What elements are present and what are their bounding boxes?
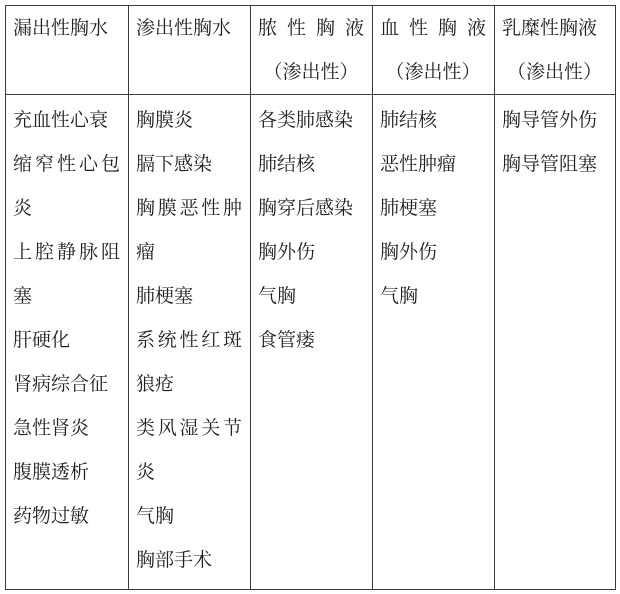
cause-item: 上腔静脉阻塞 [13, 241, 120, 307]
cause-item: 系统性红斑狼疮 [136, 329, 242, 395]
header-cell-purulent [251, 6, 373, 95]
cause-list-exudate [129, 95, 251, 590]
cause-list-chylous [495, 95, 616, 590]
cause-item: 恶性肿瘤 [380, 153, 457, 175]
header-subtitle: （渗出性） [506, 61, 602, 83]
cause-item: 肺梗塞 [380, 197, 438, 219]
cause-item: 肾病综合征 [13, 373, 109, 395]
header-cell-hemorrhagic [373, 6, 495, 95]
cause-item: 膈下感染 [136, 153, 213, 175]
cause-item: 食管瘘 [258, 329, 316, 351]
cause-item: 充血性心衰 [13, 109, 109, 131]
cause-item: 胸部手术 [136, 549, 213, 571]
cause-item: 胸导管外伤 [502, 109, 598, 131]
cause-list-hemorrhagic [373, 95, 495, 590]
cause-item: 急性肾炎 [13, 417, 90, 439]
cause-item: 肝硬化 [13, 329, 71, 351]
cause-list-purulent [251, 95, 373, 590]
cause-item: 腹膜透析 [13, 461, 90, 483]
pleural-effusion-table [5, 5, 616, 590]
header-cell-transudate [6, 6, 129, 95]
cause-item: 气胸 [380, 285, 419, 307]
cause-item: 缩窄性心包炎 [13, 153, 120, 219]
cause-item: 类风湿关节炎 [136, 417, 242, 483]
header-cell-exudate [129, 6, 251, 95]
cause-item: 胸膜炎 [136, 109, 194, 131]
header-cell-chylous [495, 6, 616, 95]
cause-item: 肺结核 [258, 153, 316, 175]
cause-item: 各类肺感染 [258, 109, 354, 131]
header-title: 乳糜性胸液 [502, 17, 598, 39]
cause-item: 肺结核 [380, 109, 438, 131]
cause-item: 气胸 [136, 505, 175, 527]
cause-item: 胸膜恶性肿瘤 [136, 197, 242, 263]
cause-item: 胸穿后感染 [258, 197, 354, 219]
header-subtitle: （渗出性） [263, 61, 359, 83]
header-title: 渗出性胸水 [136, 17, 232, 39]
header-title: 血 性 胸 液 [380, 17, 486, 39]
cause-item: 肺梗塞 [136, 285, 194, 307]
cause-item: 胸外伤 [258, 241, 316, 263]
cause-item: 药物过敏 [13, 505, 90, 527]
cause-item: 胸导管阻塞 [502, 153, 598, 175]
cause-list-transudate [6, 95, 129, 590]
header-title: 漏出性胸水 [13, 17, 109, 39]
header-title: 脓 性 胸 液 [258, 17, 364, 39]
header-subtitle: （渗出性） [385, 61, 481, 83]
cause-item: 胸外伤 [380, 241, 438, 263]
cause-item: 气胸 [258, 285, 297, 307]
